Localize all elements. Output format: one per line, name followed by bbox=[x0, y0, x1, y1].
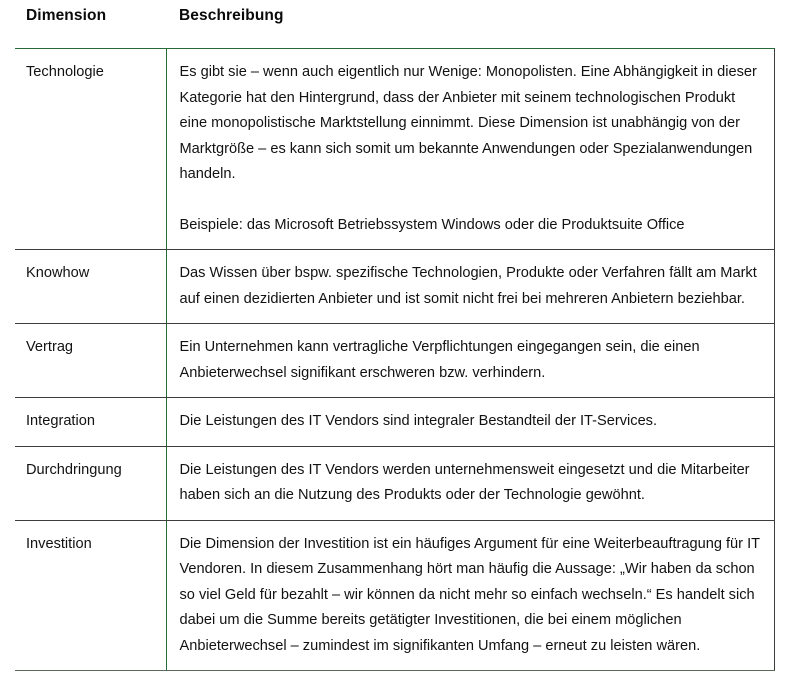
table-body bbox=[15, 49, 775, 671]
table-row bbox=[15, 398, 775, 447]
cell-beschreibung bbox=[166, 398, 775, 447]
description-paragraph: Ein Unternehmen kann vertragliche Verpflichtungen eingegangen sein, die einen Anbieterwechsel signifikant erschweren bzw. verhindern. bbox=[179, 339, 700, 381]
cell-dimension: Investition bbox=[15, 520, 166, 671]
cell-dimension: Knowhow bbox=[15, 250, 166, 324]
description-paragraph: Die Leistungen des IT Vendors werden unternehmensweit eingesetzt und die Mitarbeiter haben sich an die Nutzung des Produkts oder der Technologie gewöhnt. bbox=[179, 461, 750, 503]
table-header bbox=[15, 6, 775, 49]
description-paragraph: Es gibt sie – wenn auch eigentlich nur Wenige: Monopolisten. Eine Abhängigkeit in dieser Kategorie hat den Hintergrund, dass der Anbieter mit seinem technologischen Produkt eine monopolistische Marktstellung einnimmt. Diese Dimension ist unabhängig von der Marktgröße – es kann sich somit um bekannte Anwendungen oder Spezialanwendungen handeln. bbox=[179, 64, 757, 182]
cell-beschreibung bbox=[166, 446, 775, 520]
table-row bbox=[15, 324, 775, 398]
table-header-row bbox=[15, 6, 775, 49]
cell-beschreibung bbox=[166, 250, 775, 324]
header-cell-dimension: Dimension bbox=[15, 6, 166, 49]
table-row bbox=[15, 49, 775, 250]
table-row bbox=[15, 446, 775, 520]
cell-dimension: Vertrag bbox=[15, 324, 166, 398]
cell-dimension: Durchdringung bbox=[15, 446, 166, 520]
description-paragraph: Die Dimension der Investition ist ein häufiges Argument für eine Weiterbeauftragung für IT Vendoren. In diesem Zusammenhang hört man häufig die Aussage: „Wir haben da schon so viel Geld für bezahlt – wir können da nicht mehr so einfach wechseln.“ Es handelt sich dabei um die Summe bereits getätigter Investitionen, die bei einem möglichen Anbieterwechsel – zumindest im signifikanten Umfang – erneut zu leisten wären. bbox=[179, 535, 760, 654]
dimensions-table bbox=[15, 6, 775, 671]
cell-beschreibung bbox=[166, 324, 775, 398]
header-cell-beschreibung: Beschreibung bbox=[166, 6, 775, 49]
table-row bbox=[15, 520, 775, 671]
cell-dimension: Integration bbox=[15, 398, 166, 447]
description-paragraph: Die Leistungen des IT Vendors sind integraler Bestandteil der IT-Services. bbox=[179, 413, 658, 429]
description-paragraph: Beispiele: das Microsoft Betriebssystem Windows oder die Produktsuite Office bbox=[179, 216, 685, 233]
cell-beschreibung bbox=[166, 49, 775, 250]
cell-dimension: Technologie bbox=[15, 49, 166, 250]
table-row bbox=[15, 250, 775, 324]
description-paragraph: Das Wissen über bspw. spezifische Technologien, Produkte oder Verfahren fällt am Markt auf einen dezidierten Anbieter und ist somit nicht frei bei mehreren Anbietern beziehbar. bbox=[179, 265, 757, 307]
cell-beschreibung bbox=[166, 520, 775, 671]
